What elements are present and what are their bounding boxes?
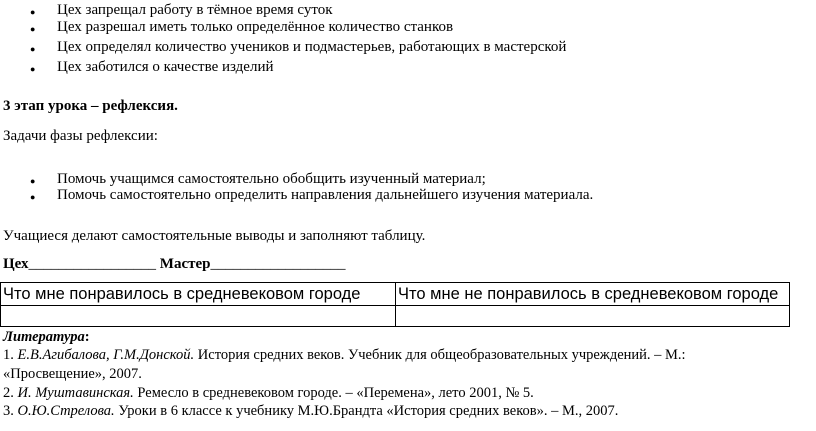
list-item: Цех разрешал иметь только определённое количество станков — [57, 19, 454, 35]
literature-heading-colon: : — [84, 329, 90, 345]
literature-item-3 — [3, 403, 618, 420]
table-row — [1, 306, 790, 327]
instruction-text: Учащиеся делают самостоятельные выводы и заполняют таблицу. — [3, 228, 426, 244]
item-text: Ремесло в средневековом городе. – «Перемена», лето 2001, № 5. — [133, 385, 534, 401]
item-text: История средних веков. Учебник для общеобразовательных учреждений. – М.: — [194, 347, 686, 363]
bullet-icon: ● — [30, 24, 36, 34]
item-number: 3. — [3, 403, 18, 419]
bullet-icon: ● — [30, 44, 36, 54]
literature-heading-text: Литература — [3, 329, 85, 345]
fill-in-line — [3, 256, 345, 273]
guild-label: Цех — [3, 256, 29, 272]
item-number: 1. — [3, 347, 18, 363]
table-header-liked: Что мне понравилось в средневековом городе — [1, 283, 396, 306]
bullet-icon: ● — [30, 176, 36, 186]
list-item: Цех заботился о качестве изделий — [57, 59, 274, 75]
item-authors: О.Ю.Стрелова. — [17, 403, 115, 419]
master-label: Мастер — [159, 256, 211, 272]
item-authors: Е.В.Агибалова, Г.М.Донской. — [17, 347, 195, 363]
item-authors: И. Муштавинская. — [17, 385, 134, 401]
guild-blank: _________________ — [28, 256, 157, 272]
bullet-icon: ● — [30, 64, 36, 74]
reflection-table — [0, 282, 790, 327]
master-blank: __________________ — [210, 256, 346, 272]
literature-item-2 — [3, 385, 534, 402]
tasks-label: Задачи фазы рефлексии: — [3, 128, 158, 144]
literature-heading — [3, 329, 90, 346]
stage-heading: 3 этап урока – рефлексия. — [3, 98, 178, 114]
list-item: Цех запрещал работу в тёмное время суток — [57, 2, 333, 18]
table-header-row — [1, 283, 790, 306]
item-number: 2. — [3, 385, 18, 401]
list-item: Помочь самостоятельно определить направления дальнейшего изучения материала. — [57, 187, 594, 203]
list-item: Цех определял количество учеников и подмастерьев, работающих в мастерской — [57, 39, 567, 55]
literature-item-1-cont: «Просвещение», 2007. — [3, 366, 142, 382]
item-text: Уроки в 6 классе к учебнику М.Ю.Брандта «История средних веков». – М., 2007. — [114, 403, 619, 419]
table-header-disliked: Что мне не понравилось в средневековом городе — [396, 283, 790, 306]
bullet-icon: ● — [30, 192, 36, 202]
literature-item-1 — [3, 347, 686, 364]
table-cell-liked — [1, 306, 396, 327]
list-item: Помочь учащимся самостоятельно обобщить изученный материал; — [57, 171, 486, 187]
table-cell-disliked — [396, 306, 790, 327]
bullet-icon: ● — [30, 7, 36, 17]
